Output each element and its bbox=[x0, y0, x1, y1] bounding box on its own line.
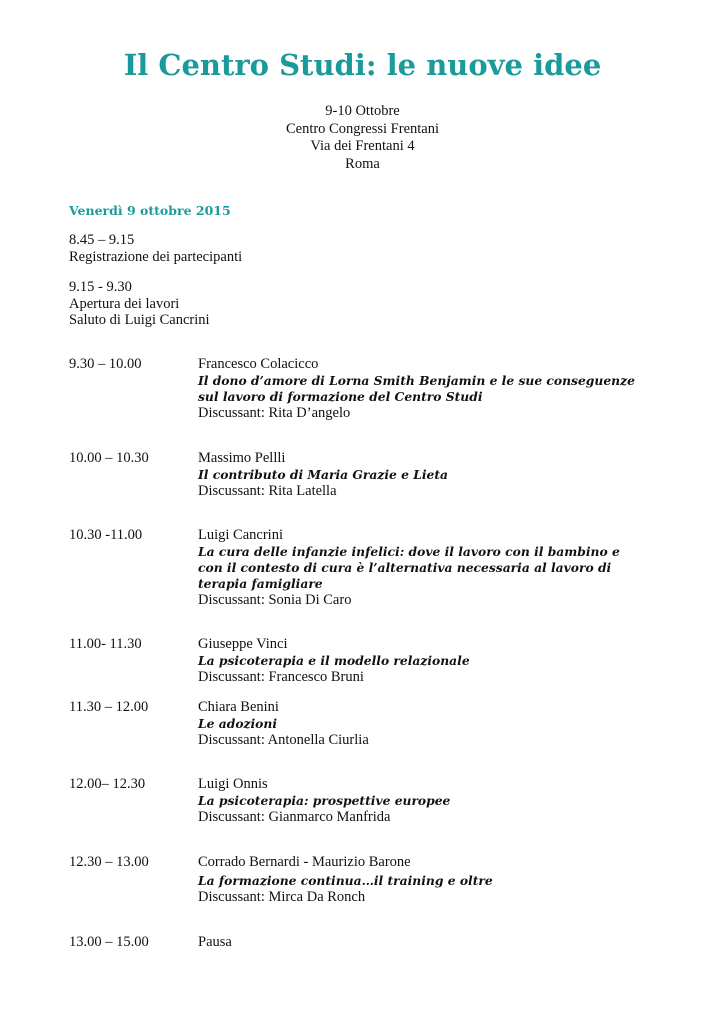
session-time: 11.00- 11.30 bbox=[69, 636, 142, 652]
session-time: 9.30 – 10.00 bbox=[69, 356, 142, 372]
session-speaker: Pausa bbox=[198, 934, 232, 950]
opening-time: 8.45 – 9.15 bbox=[69, 232, 135, 248]
session-detail bbox=[198, 934, 668, 951]
talk-title-line: La psicoterapia e il modello relazionale bbox=[198, 652, 470, 668]
talk-title-line: Il contributo di Maria Grazie e Lieta bbox=[198, 466, 448, 482]
session-speaker: Luigi Onnis bbox=[198, 776, 268, 792]
session-detail bbox=[198, 776, 668, 825]
session-speaker: Francesco Colacicco bbox=[198, 356, 319, 372]
talk-title-line: sul lavoro di formazione del Centro Studi bbox=[198, 388, 483, 404]
venue-address: Via dei Frentani 4 bbox=[310, 138, 415, 155]
session-detail bbox=[198, 854, 668, 905]
session-talk-title bbox=[198, 653, 668, 669]
session-talk-title bbox=[198, 373, 668, 406]
talk-title-line: La cura delle infanzie infelici: dove il lavoro con il bambino e bbox=[198, 543, 620, 559]
opening-time: 9.15 - 9.30 bbox=[69, 279, 132, 295]
opening-welcome bbox=[69, 279, 210, 329]
talk-title-line: La formazione continua…il training e oltre bbox=[198, 872, 493, 888]
talk-title-line: Le adozioni bbox=[198, 715, 277, 731]
session-detail bbox=[198, 527, 668, 609]
session-talk-title bbox=[198, 716, 668, 732]
session-discussant: Discussant: Francesco Bruni bbox=[198, 668, 364, 685]
session-time: 10.30 -11.00 bbox=[69, 527, 143, 543]
session-talk-title bbox=[198, 793, 668, 809]
venue-info bbox=[0, 103, 725, 173]
session-talk-title bbox=[198, 544, 668, 593]
session-speaker: Chiara Benini bbox=[198, 699, 279, 715]
venue-place: Centro Congressi Frentani bbox=[285, 120, 440, 137]
talk-title-line: Il dono d’amore di Lorna Smith Benjamin e le sue conseguenze bbox=[198, 372, 635, 388]
opening-line: Saluto di Luigi Cancrini bbox=[69, 312, 210, 328]
session-time: 12.00– 12.30 bbox=[69, 776, 146, 792]
session-detail bbox=[198, 356, 668, 422]
opening-line: Apertura dei lavori bbox=[69, 295, 180, 312]
session-speaker: Corrado Bernardi - Maurizio Barone bbox=[198, 854, 411, 870]
session-discussant: Discussant: Rita D’angelo bbox=[198, 405, 351, 422]
opening-line: Registrazione dei partecipanti bbox=[69, 248, 243, 265]
opening-registration bbox=[69, 232, 242, 265]
session-discussant: Discussant: Sonia Di Caro bbox=[198, 592, 352, 609]
session-time: 10.00 – 10.30 bbox=[69, 450, 149, 466]
session-discussant: Discussant: Gianmarco Manfrida bbox=[198, 808, 391, 825]
session-time: 13.00 – 15.00 bbox=[69, 934, 149, 950]
session-talk-title bbox=[198, 873, 668, 889]
session-discussant: Discussant: Rita Latella bbox=[198, 482, 337, 499]
session-detail bbox=[198, 450, 668, 499]
session-discussant: Discussant: Antonella Ciurlia bbox=[198, 731, 369, 748]
session-time: 12.30 – 13.00 bbox=[69, 854, 149, 870]
session-speaker: Luigi Cancrini bbox=[198, 527, 283, 543]
session-discussant: Discussant: Mirca Da Ronch bbox=[198, 888, 366, 905]
session-speaker: Giuseppe Vinci bbox=[198, 636, 288, 652]
talk-title-line: con il contesto di cura è l’alternativa necessaria al lavoro di bbox=[198, 559, 612, 575]
session-talk-title bbox=[198, 467, 668, 483]
session-time: 11.30 – 12.00 bbox=[69, 699, 149, 715]
day-heading: Venerdì 9 ottobre 2015 bbox=[69, 203, 231, 218]
session-detail bbox=[198, 699, 668, 748]
talk-title-line: La psicoterapia: prospettive europee bbox=[198, 792, 451, 808]
talk-title-line: terapia famigliare bbox=[198, 576, 323, 592]
page-title: Il Centro Studi: le nuove idee bbox=[123, 48, 602, 82]
event-dates: 9-10 Ottobre bbox=[325, 103, 400, 119]
venue-city: Roma bbox=[345, 155, 380, 172]
session-speaker: Massimo Pellli bbox=[198, 450, 286, 466]
session-detail bbox=[198, 636, 668, 685]
